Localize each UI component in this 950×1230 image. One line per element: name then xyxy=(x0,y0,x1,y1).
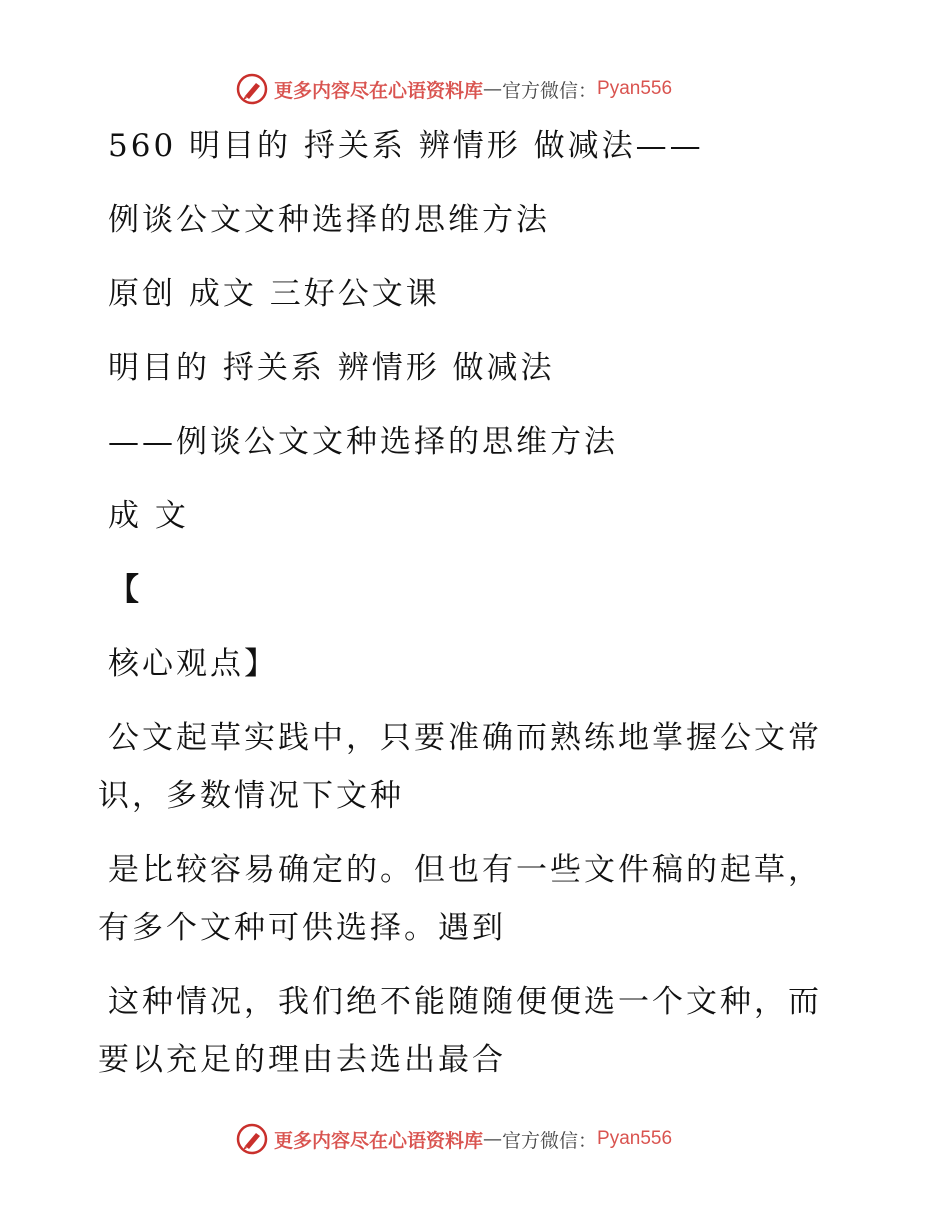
body-line: 识，多数情况下文种 xyxy=(98,778,404,814)
body-line: 公文起草实践中，只要准确而熟练地掌握公文常 xyxy=(108,720,822,756)
body-line: 要以充足的理由去选出最合 xyxy=(98,1042,506,1078)
body-line: 成 文 xyxy=(108,498,189,534)
pen-logo-icon xyxy=(236,1123,268,1155)
body-line: 有多个文种可供选择。遇到 xyxy=(98,910,506,946)
banner-text: 更多内容尽在心语资料库 xyxy=(274,79,484,102)
banner-wechat-id: Pyan556 xyxy=(597,78,673,99)
banner-dash: — xyxy=(483,78,503,100)
body-line: 例谈公文文种选择的思维方法 xyxy=(108,202,550,238)
body-line: 核心观点】 xyxy=(108,646,278,682)
body-line: 是比较容易确定的。但也有一些文件稿的起草， xyxy=(108,852,822,888)
body-line: ——例谈公文文种选择的思维方法 xyxy=(108,424,618,460)
body-line: 560 明目的 捋关系 辨情形 做减法—— xyxy=(108,128,704,164)
pen-logo-icon xyxy=(236,73,268,105)
banner-dash: — xyxy=(483,1128,503,1150)
banner-wechat-label: 官方微信： xyxy=(502,1129,598,1152)
footer-banner xyxy=(236,1122,672,1156)
banner-wechat-id: Pyan556 xyxy=(597,1128,673,1149)
body-line: 这种情况，我们绝不能随随便便选一个文种，而 xyxy=(108,984,822,1020)
body-line: 原创 成文 三好公文课 xyxy=(108,276,440,312)
banner-wechat-label: 官方微信： xyxy=(502,79,598,102)
body-line: 明目的 捋关系 辨情形 做减法 xyxy=(108,350,555,386)
header-banner xyxy=(236,72,672,106)
banner-text: 更多内容尽在心语资料库 xyxy=(274,1129,484,1152)
body-line: 【 xyxy=(108,572,142,608)
